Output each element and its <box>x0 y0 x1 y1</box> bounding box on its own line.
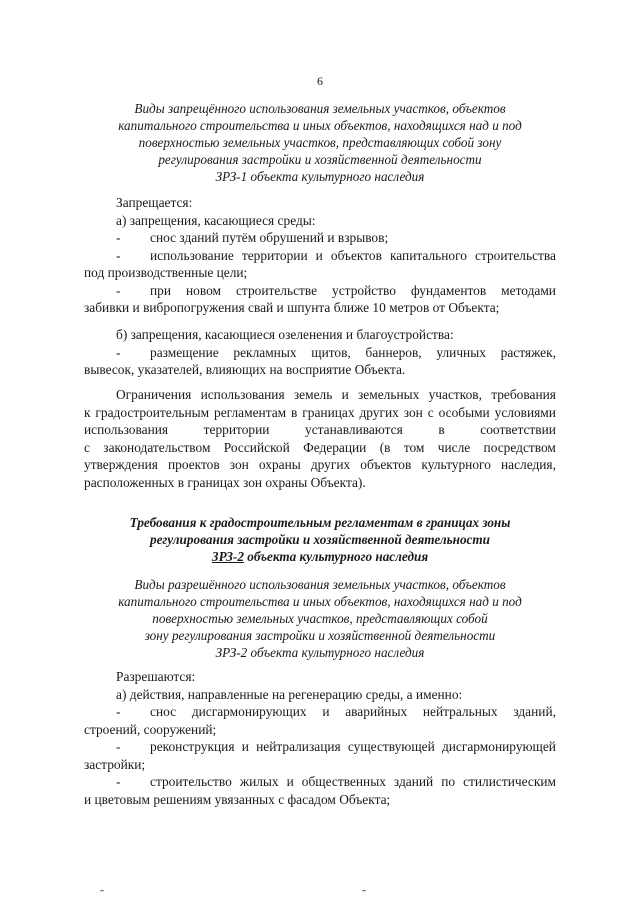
prohibited-label: Запрещается: <box>116 195 193 210</box>
page-number: 6 <box>317 74 323 88</box>
list-item: - снос дисгармонирующих и аварийных нейтральных зданий, <box>116 704 556 719</box>
landscaping-prohibitions: б) запрещения, касающиеся озеленения и благоустройства: - размещение рекламных щитов, баннеров, уличных растяжек, вывесок, указателей, влияющих на восприятие Объекта. <box>84 327 556 377</box>
scan-marks <box>0 890 640 900</box>
prohibited-uses-heading: Виды запрещённого использования земельных участков, объектов капитального строительства и иных объектов, находящихся над и под поверхностью земельных участков, представляющих собой зону регулирования застройки и хозяйственной деятельности ЗРЗ-1 объекта культурного наследия <box>118 101 522 184</box>
list-item: - реконструкция и нейтрализация существующей дисгармонирующей <box>116 739 556 754</box>
allowed-list: Разрешаются: а) действия, направленные на регенерацию среды, а именно: - снос дисгармонирующих и аварийных нейтральных зданий, строений, сооружений; - реконструкция и нейтрализация существующей дисгармонирующей застройки; - строительство жилых и общественных зданий по стилистическим и цветовым решениям увязанных с фасадом Объекта; <box>84 669 556 807</box>
allowed-label: Разрешаются: <box>116 669 196 684</box>
environment-prohibitions-label: а) запрещения, касающиеся среды: <box>116 212 316 228</box>
prohibited-list: Запрещается: а) запрещения, касающиеся среды: - снос зданий путём обрушений и взрывов; - использование территории и объектов капитального строительства под производственные цели; - при новом строительстве устройство фундаментов методами забивки и вибропогружения свай и шпунта ближе 10 метров от Объекта; <box>84 195 556 315</box>
list-item: - снос зданий путём обрушений и взрывов; <box>116 230 389 245</box>
list-item: - при новом строительстве устройство фундаментов методами <box>116 282 556 298</box>
allowed-uses-heading: Виды разрешённого использования земельных участков, объектов капитального строительства и иных объектов, находящихся над и под поверхностью земельных участков, представляющих собой зону регулирования застройки и хозяйственной деятельности ЗРЗ-2 объекта культурного наследия <box>118 577 522 660</box>
list-item: - размещение рекламных щитов, баннеров, уличных растяжек, <box>116 344 556 360</box>
list-item: - использование территории и объектов капитального строительства <box>116 247 556 263</box>
scan-speck <box>100 890 104 894</box>
zrz2-section-title: Требования к градостроительным регламентам в границах зоны регулирования застройки и хозяйственной деятельности ЗРЗ-2 объекта культурного наследия <box>129 515 511 564</box>
restrictions-paragraph: Ограничения использования земель и земельных участков, требования к градостроительным регламентам в границах других зон с особыми условиями использования территории устанавливаются в соответствии с законодательством Российской Федерации (в том числе посредством утверждения проектов зон охраны других объектов культурного наследия, расположенных в границах зон охраны Объекта). <box>84 387 556 490</box>
scan-speck <box>362 890 366 894</box>
list-item: - строительство жилых и общественных зданий по стилистическим <box>116 774 556 789</box>
zone-code: ЗРЗ-2 <box>211 549 244 564</box>
